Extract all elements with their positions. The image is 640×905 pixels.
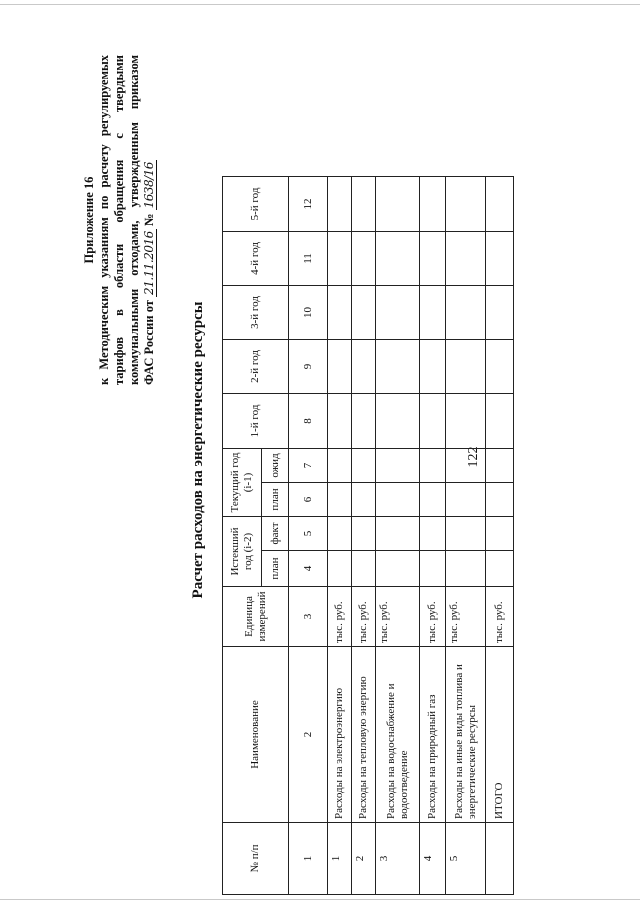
energy-costs-table [222, 176, 514, 895]
row-unit: тыс. руб. [420, 587, 446, 647]
table-row [352, 176, 376, 894]
page-number: 122 [466, 446, 481, 468]
row-unit: тыс. руб. [352, 587, 376, 647]
column-index: 1 [289, 823, 328, 895]
column-index: 5 [289, 516, 328, 550]
row-name: Расходы на тепловую энергию [352, 647, 376, 823]
order-number-handwritten: 1638/16 [142, 162, 156, 209]
column-index: 11 [289, 231, 328, 285]
row-name: ИТОГО [486, 647, 514, 823]
header-year-3: 3-й год [223, 285, 289, 339]
table-row [420, 176, 446, 894]
header-expired-year: Истекший год (i-2) [223, 516, 262, 586]
header-expired-fact: факт [262, 516, 289, 550]
column-index: 3 [289, 587, 328, 647]
header-current-year: Текущий год (i-1) [223, 448, 262, 516]
document-title: Расчет расходов на энергетические ресурсы [190, 301, 206, 599]
header-row-1 [223, 176, 262, 894]
header-current-expected: ожид [262, 448, 289, 482]
order-date-handwritten: 21.11.2016 [142, 231, 156, 295]
header-expired-plan: план [262, 551, 289, 587]
appendix-line-5 [142, 55, 157, 385]
row-num [486, 823, 514, 895]
row-unit: тыс. руб. [376, 587, 420, 647]
appendix-title: Приложение 16 [82, 176, 96, 264]
header-name: Наименование [223, 647, 289, 823]
order-number-prefix: № [142, 213, 156, 227]
header-unit: Единица измерений [223, 587, 289, 647]
table-row [446, 176, 486, 894]
row-num: 1 [328, 823, 352, 895]
row-unit: тыс. руб. [446, 587, 486, 647]
header-year-2: 2-й год [223, 339, 289, 393]
order-prefix: ФАС России от [142, 300, 156, 385]
row-num: 4 [420, 823, 446, 895]
table-row [328, 176, 352, 894]
column-index: 2 [289, 647, 328, 823]
header-year-4: 4-й год [223, 231, 289, 285]
row-name: Расходы на природный газ [420, 647, 446, 823]
appendix-line-4: коммунальными отходами, утвержденным приказом [127, 55, 141, 385]
header-year-1: 1-й год [223, 393, 289, 448]
column-index: 8 [289, 393, 328, 448]
header-num: № п/п [223, 823, 289, 895]
row-num: 3 [376, 823, 420, 895]
row-name: Расходы на электроэнергию [328, 647, 352, 823]
appendix-line-2: к Методическим указаниям по расчету регулируемых [97, 55, 111, 385]
appendix-header [82, 55, 157, 385]
appendix-line-3: тарифов в области обращения с твердыми [112, 55, 126, 385]
row-unit: тыс. руб. [486, 587, 514, 647]
row-unit: тыс. руб. [328, 587, 352, 647]
row-name: Расходы на водоснабжение и водоотведение [376, 647, 420, 823]
column-index: 12 [289, 176, 328, 231]
column-index: 9 [289, 339, 328, 393]
column-index: 4 [289, 551, 328, 587]
column-index: 6 [289, 482, 328, 516]
column-index: 7 [289, 448, 328, 482]
table-row-total [486, 176, 514, 894]
table-row [376, 176, 420, 894]
row-num: 2 [352, 823, 376, 895]
row-num: 5 [446, 823, 486, 895]
row-name: Расходы на иные виды топлива и энергетические ресурсы [446, 647, 486, 823]
header-year-5: 5-й год [223, 176, 289, 231]
column-index-row [289, 176, 328, 894]
header-current-plan: план [262, 482, 289, 516]
column-index: 10 [289, 285, 328, 339]
